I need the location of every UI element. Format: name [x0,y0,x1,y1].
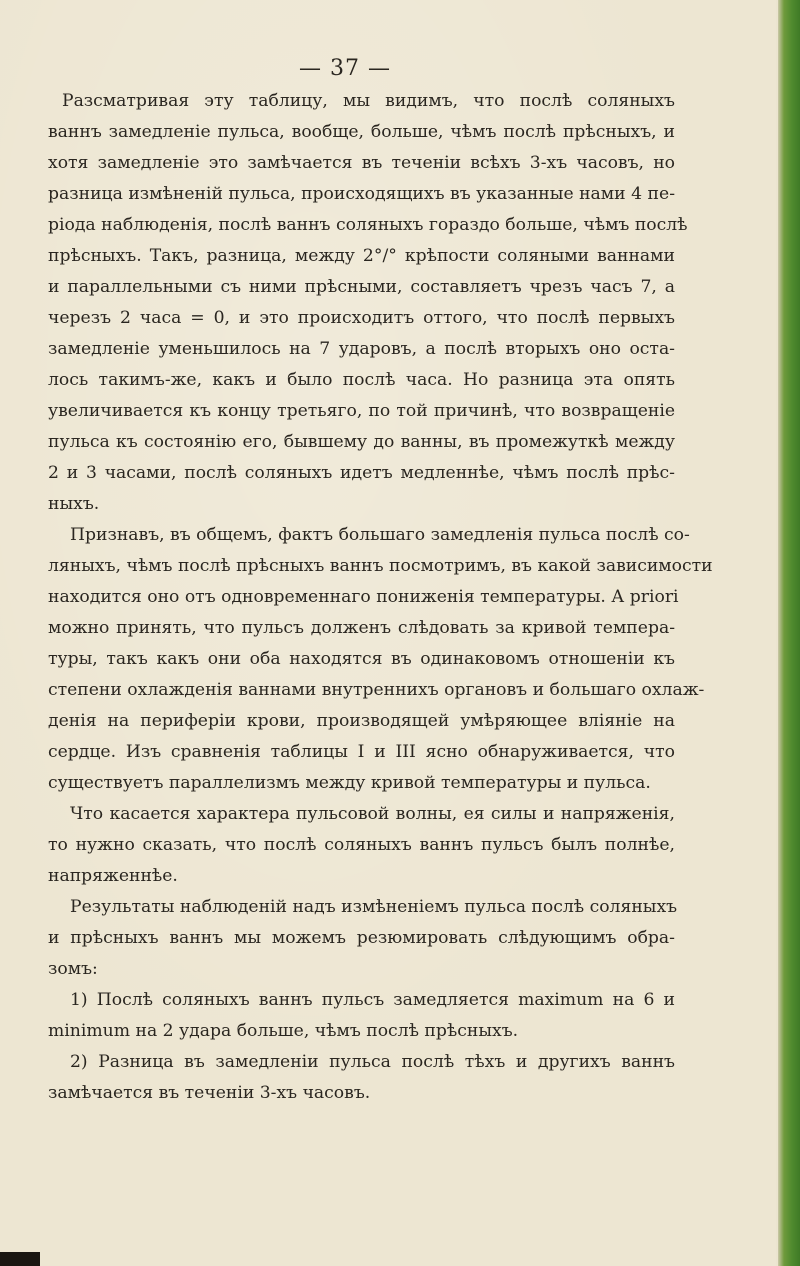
text-line: туры, такъ какъ они оба находятся въ одинаковомъ отношеніи къ [48,649,675,669]
text-line: ваннъ замедленіе пульса, вообще, больше, чѣмъ послѣ прѣсныхъ, и [48,122,675,142]
text-line: существуетъ параллелизмъ между кривой температуры и пульса. [48,773,651,793]
text-line: сердце. Изъ сравненія таблицы I и III ясно обнаруживается, что [48,742,675,762]
paragraph [48,892,678,985]
text-line: то нужно сказать, что послѣ соляныхъ ваннъ пульсъ былъ полнѣе, [48,835,675,855]
text-line: Признавъ, въ общемъ, фактъ большаго замедленія пульса послѣ со- [70,525,690,545]
text-line: 2) Разница въ замедленіи пульса послѣ тѣхъ и другихъ ваннъ [70,1052,675,1072]
book-edge [778,0,800,1266]
text-line: напряженнѣе. [48,866,178,886]
page-number: — 37 — [299,56,391,81]
page-text [48,86,713,1109]
text-line: Результаты наблюденій надъ измѣненіемъ пульса послѣ соляныхъ [70,897,678,917]
text-line: увеличивается къ концу третьяго, по той причинѣ, что возвращеніе [48,401,675,421]
text-line: пульса къ состоянію его, бывшему до ванны, въ промежуткѣ между [48,432,675,452]
text-line: Разсматривая эту таблицу, мы видимъ, что послѣ соляныхъ [62,91,675,111]
text-line: черезъ 2 часа = 0, и это происходитъ оттого, что послѣ первыхъ [48,308,675,328]
text-line: степени охлажденія ваннами внутреннихъ органовъ и большаго охлаж- [48,680,705,700]
paragraph [48,86,688,520]
text-line: замедленіе уменьшилось на 7 ударовъ, а послѣ вторыхъ оно оста- [48,339,675,359]
paragraph [48,520,713,799]
text-line: 1) Послѣ соляныхъ ваннъ пульсъ замедляется maximum на 6 и [70,990,675,1010]
text-line: лось такимъ-же, какъ и было послѣ часа. Но разница эта опять [48,370,675,390]
text-line: находится оно отъ одновременнаго пониженія температуры. А priori [48,587,679,607]
text-line: ріода наблюденія, послѣ ваннъ соляныхъ гораздо больше, чѣмъ послѣ [48,215,688,235]
text-line: Что касается характера пульсовой волны, ея силы и напряженія, [70,804,675,824]
text-line: ныхъ. [48,494,100,514]
text-line: и параллельными съ ними прѣсными, составляетъ чрезъ часъ 7, а [48,277,675,297]
text-line: денія на периферіи крови, производящей умѣряющее вліяніе на [48,711,675,731]
text-line: ляныхъ, чѣмъ послѣ прѣсныхъ ваннъ посмотримъ, въ какой зависимости [48,556,713,576]
scan-mark [0,1252,40,1266]
text-line: разница измѣненій пульса, происходящихъ въ указанные нами 4 пе- [48,184,675,204]
text-line: и прѣсныхъ ваннъ мы можемъ резюмировать слѣдующимъ обра- [48,928,675,948]
text-line: замѣчается въ теченіи 3-хъ часовъ. [48,1083,371,1103]
paragraph [48,799,675,892]
paragraph [48,985,675,1047]
text-line: зомъ: [48,959,98,979]
text-line: 2 и 3 часами, послѣ соляныхъ идетъ медленнѣе, чѣмъ послѣ прѣс- [48,463,675,483]
paragraph [48,1047,675,1109]
text-line: можно принять, что пульсъ долженъ слѣдовать за кривой темпера- [48,618,675,638]
text-line: minimum на 2 удара больше, чѣмъ послѣ прѣсныхъ. [48,1021,519,1041]
text-line: хотя замедленіе это замѣчается въ теченіи всѣхъ 3-хъ часовъ, но [48,153,675,173]
text-line: прѣсныхъ. Такъ, разница, между 2°/° крѣпости соляными ваннами [48,246,675,266]
